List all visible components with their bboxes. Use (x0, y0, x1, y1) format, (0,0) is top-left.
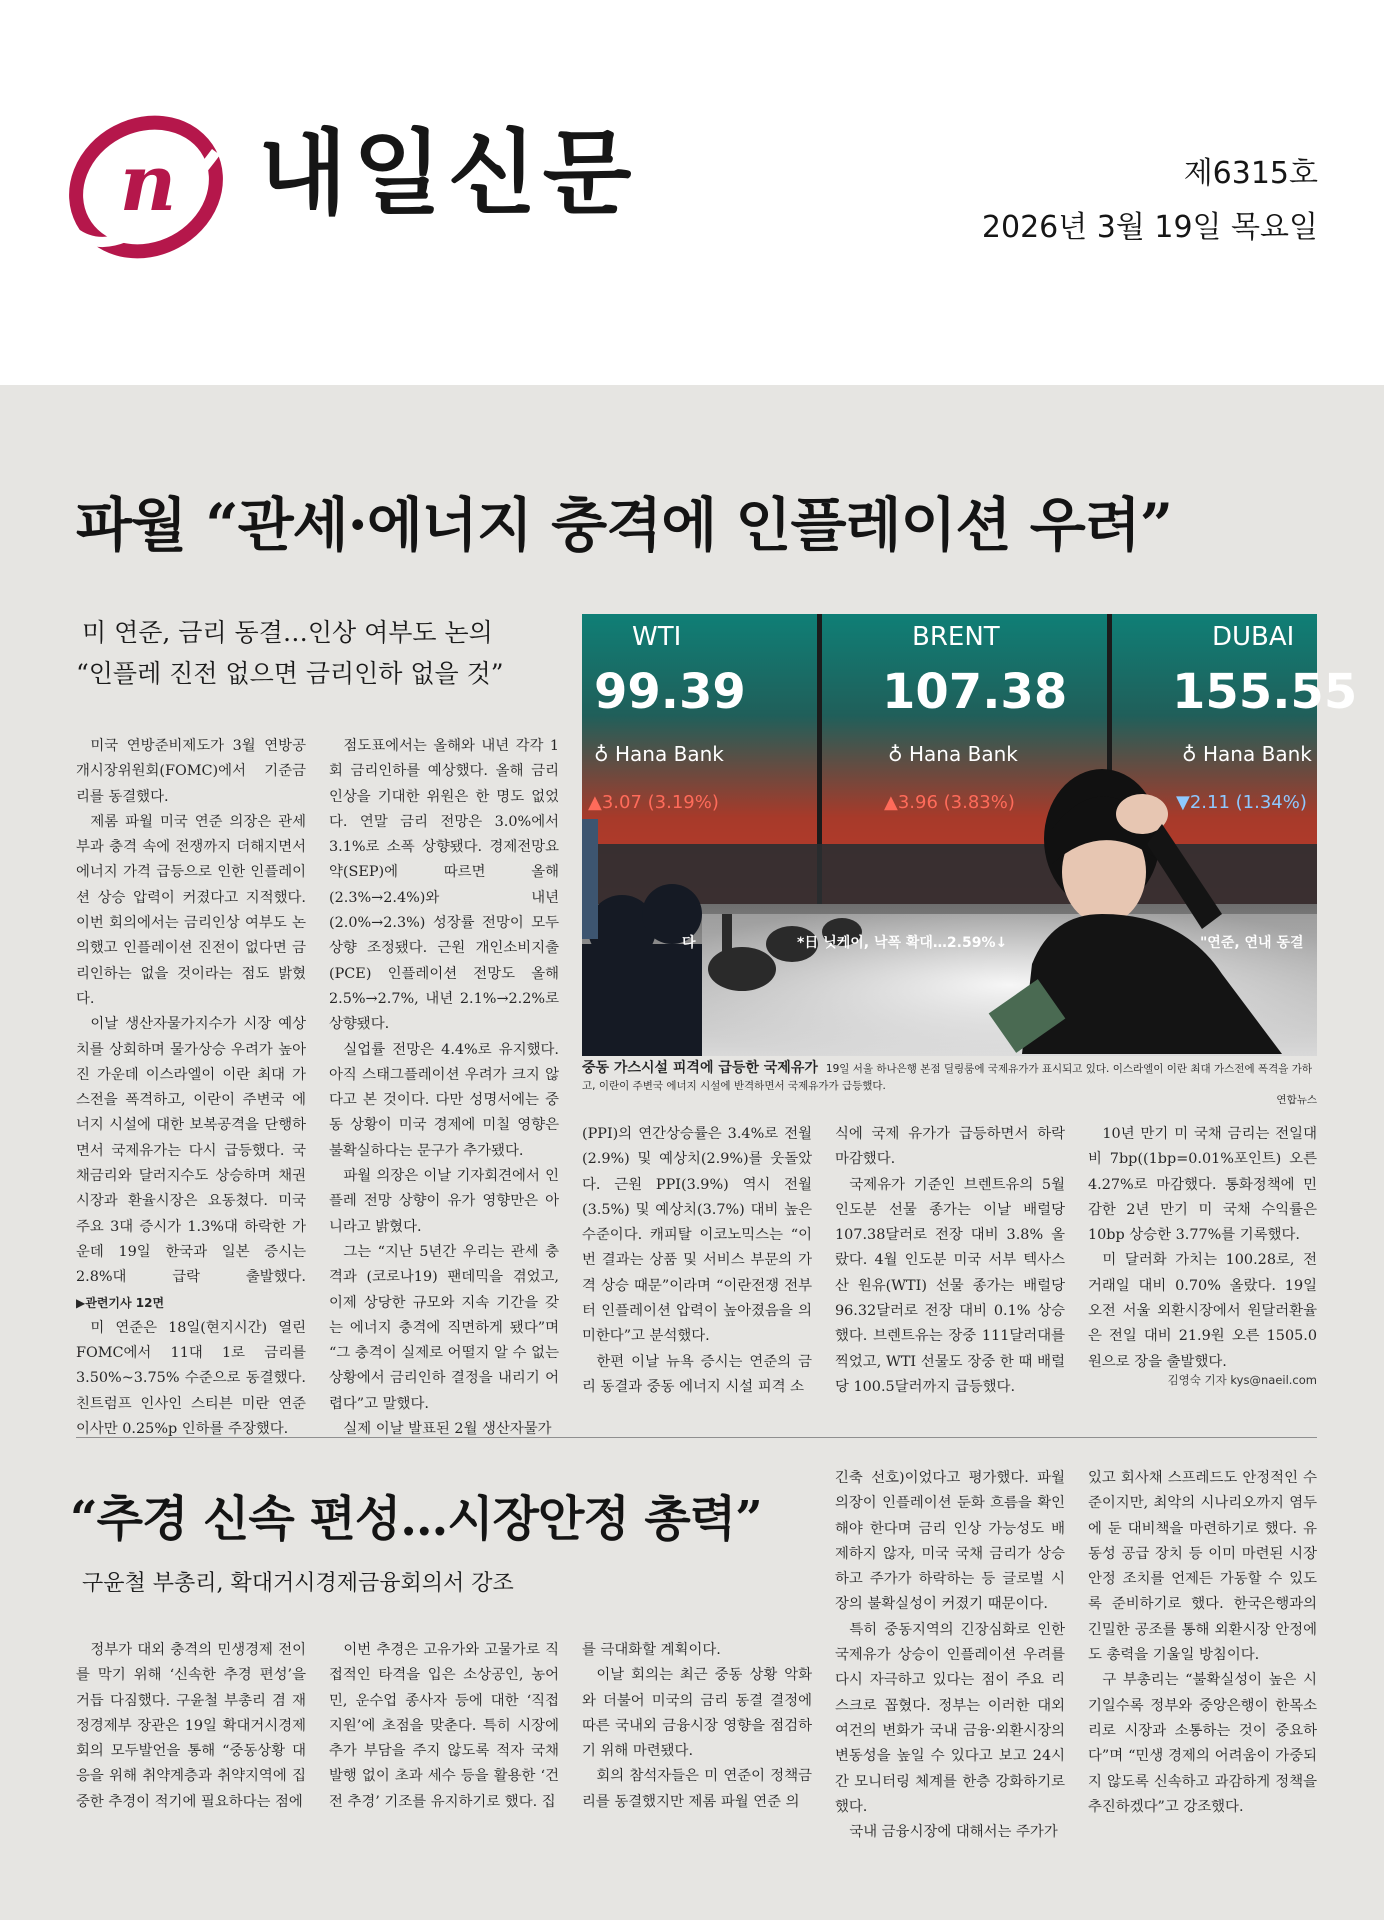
board-wti-bank (594, 742, 724, 766)
paragraph: 식에 국제 유가가 급등하면서 하락 마감했다. (835, 1126, 1065, 1168)
lead-column-3 (582, 1122, 812, 1400)
board-brent-change: ▲3.96 (3.83%) (884, 792, 1015, 813)
board-dubai-name: DUBAI (1212, 622, 1295, 652)
naeil-logo-icon (66, 112, 231, 262)
paragraph: 이번 추경은 고유가와 고물가로 직접적인 타격을 입은 소상공인, 농어민, 운수업 종사자 등에 대한 ‘직접 지원’에 초점을 맞춘다. 특히 시장에 추가 부담을 주지 않도록 적자 국채 발행 없이 초과 세수 등을 활용한 ‘건전 추경’ 기조를 유지하기로 했다. 집 (329, 1642, 559, 1810)
board-dubai-price: 155.55 (1172, 664, 1358, 720)
paragraph: 이날 회의는 최근 중동 상황 악화와 더불어 미국의 금리 동결 결정에 따른 국내외 금융시장 영향을 점검하기 위해 마련됐다. (582, 1667, 812, 1760)
paragraph: 점도표에서는 올해와 내년 각각 1회 금리인하를 예상했다. 올해 금리인상을 기대한 위원은 한 명도 없었다. 연말 금리 전망은 3.0%에서 3.1%로 소폭 상향됐다. 경제전망요약(SEP)에 따르면 올해(2.3%→2.4%)와 내년(2.0%→2.3%) 성장률 전망이 모두 상향 조정됐다. 근원 개인소비지출(PCE) 인플레이션 전망도 올해 2.5%→2.7%, 내년 2.1%→2.2%로 상향됐다. (329, 738, 559, 1033)
paragraph: 실제 이날 발표된 2월 생산자물가 (343, 1421, 552, 1438)
caption-text: 19일 서울 하나은행 본점 딜링룸에 국제유가가 표시되고 있다. 이스라엘이 이란 최대 가스전에 폭격을 가하고, 이란이 주변국 에너지 시설에 반격하면서 국제유가가 급등했다. (582, 1063, 1312, 1092)
second-headline: “추경 신속 편성…시장안정 총력” (70, 1491, 762, 1547)
issue-date: 2026년 3월 19일 목요일 (981, 210, 1318, 245)
paragraph: 그는 “지난 5년간 우리는 관세 충격과 (코로나19) 팬데믹을 겪었고, 이제 상당한 규모와 지속 기간을 갖는 에너지 충격에 직면하게 됐다”며 “그 충격이 실제로 어떨지 알 수 없는 상황에서 금리인하 결정을 내리기 어렵다”고 말했다. (329, 1243, 559, 1412)
lead-headline: 파월 “관세·에너지 충격에 인플레이션 우려” (76, 491, 1173, 559)
second-column-5 (1088, 1466, 1317, 1820)
bank-label: Hana Bank (1203, 742, 1312, 766)
newspaper-name: 내일신문 (258, 120, 638, 227)
paragraph (76, 1012, 306, 1316)
paragraph: 미 달러화 가치는 100.28로, 전 거래일 대비 0.70% 올랐다. 19일 오전 서울 외환시장에서 원달러환율은 전일 대비 21.9원 오른 1505.0원으로 장을 출발했다. (1088, 1252, 1317, 1370)
photo-credit: 연합뉴스 (1276, 1094, 1317, 1106)
paragraph: 실업률 전망은 4.4%로 유지했다. 아직 스태그플레이션 우려가 크지 않다고 본 것이다. 다만 성명서에는 중동 상황이 미국 경제에 미칠 영향은 불확실하다는 문구가 추가됐다. (329, 1041, 559, 1159)
paragraph: 국제유가 기준인 브렌트유의 5월 인도분 선물 종가는 이날 배럴당 107.38달러로 전장 대비 3.8% 올랐다. 4월 인도분 미국 서부 텍사스산 원유(WTI) 선물 종가는 배럴당 96.32달러로 전장 대비 0.1% 상승했다. 브렌트유는 장중 111달러대를 찍었고, WTI 선물도 장중 한 때 배럴당 100.5달러까지 급등했다. (835, 1176, 1065, 1395)
related-article-link[interactable]: ▶관련기사 12면 (76, 1295, 165, 1310)
paragraph: 긴축 선호)이었다고 평가했다. 파월 의장이 인플레이션 둔화 흐름을 확인해야 한다며 금리 인상 가능성도 배제하지 않자, 미국 국채 금리가 상승하고 주가가 하락하는 등 글로벌 시장의 불확실성이 커졌기 때문이다. (835, 1470, 1065, 1613)
lead-deck-line: 미 연준, 금리 동결…인상 여부도 논의 (82, 618, 493, 647)
bank-label: Hana Bank (909, 742, 1018, 766)
paragraph: 구 부총리는 “불확실성이 높은 시기일수록 정부와 중앙은행이 한목소리로 시장과 소통하는 것이 중요하다”며 “민생 경제의 어려움이 가중되지 않도록 신속하고 과감하게 정책을 추진하겠다”고 강조했다. (1088, 1672, 1317, 1815)
lead-column-4 (835, 1122, 1065, 1400)
paragraph: 특히 중동지역의 긴장심화로 인한 국제유가 상승이 인플레이션 우려를 다시 자극하고 있다는 점이 주요 리스크로 꼽혔다. 정부는 이러한 대외 여건의 변화가 국내 금융·외환시장의 변동성을 높일 수 있다고 보고 24시간 모니터링 체계를 한층 강화하기로 했다. (835, 1621, 1065, 1815)
paragraph: 정부가 대외 충격의 민생경제 전이를 막기 위해 ‘신속한 추경 편성’을 거듭 다짐했다. 구윤철 부총리 겸 재정경제부 장관은 19일 확대거시경제회의 모두발언을 통해 “중동상황 대응을 위해 취약계층과 취약지역에 집중한 추경이 적기에 필요하다는 점에 (76, 1642, 306, 1810)
hana-bank-icon: ♁ (1182, 742, 1204, 766)
board-ticker: 다 (682, 935, 696, 951)
paragraph: (PPI)의 연간상승률은 3.4%로 전월(2.9%) 및 예상치(2.9%)를 웃돌았다. 근원 PPI(3.9%) 역시 전월(3.5%) 및 예상치(3.7%) 대비 높은 수준이다. 캐피탈 이코노믹스는 “이번 결과는 상품 및 서비스 부문의 가격 상승 때문”이라며 “이란전쟁 전부터 인플레이션 압력이 높아졌음을 의미한다”고 분석했다. (582, 1126, 812, 1345)
paragraph: 미국 연방준비제도가 3월 연방공개시장위원회(FOMC)에서 기준금리를 동결했다. (76, 738, 306, 805)
paragraph-text: 이날 생산자물가지수가 시장 예상치를 상회하며 물가상승 우려가 높아진 가운데 이스라엘이 이란 최대 가스전을 폭격하고, 이란이 주변국 에너지 시설에 대한 보복공격을 단행하면서 국제유가는 다시 급등했다. 국채금리와 달러지수도 상승하며 채권시장과 환율시장은 요동쳤다. 미국 주요 3대 증시가 1.3%대 하락한 가운데 19일 한국과 일본 증시는 2.8%대 급락 출발했다. (76, 1016, 306, 1286)
second-subheadline: 구윤철 부총리, 확대거시경제금융회의서 강조 (82, 1571, 514, 1596)
paragraph: 회의 참석자들은 미 연준이 정책금리를 동결했지만 제롬 파월 연준 의 (582, 1768, 812, 1810)
board-dubai-bank (1182, 742, 1312, 766)
second-column-1 (76, 1638, 306, 1815)
dealing-room-photo (582, 614, 1358, 1056)
board-ticker: *日 닛케이, 낙폭 확대…2.59%↓ (797, 935, 1008, 951)
reporter-byline: 김영숙 기자 kys@naeil.com (1167, 1373, 1317, 1387)
board-wti-price: 99.39 (594, 664, 746, 720)
photo-caption (582, 1060, 1317, 1095)
svg-text:n: n (119, 138, 177, 229)
second-column-3 (582, 1638, 812, 1815)
issue-number: 제6315호 (1183, 156, 1318, 191)
lead-deck-line: “인플레 진전 없으면 금리인하 없을 것” (76, 659, 504, 688)
paragraph: 국내 금융시장에 대해서는 주가가 (849, 1824, 1058, 1841)
lead-column-5 (1088, 1122, 1317, 1375)
caption-title: 중동 가스시설 피격에 급등한 국제유가 (582, 1060, 818, 1076)
board-wti-name: WTI (632, 622, 682, 652)
board-brent-name: BRENT (912, 622, 1000, 652)
paragraph: 미 연준은 18일(현지시간) 열린 FOMC에서 11대 1로 금리를 3.50%~3.75% 수준으로 동결했다. 친트럼프 인사인 스티븐 미란 연준 이사만 0.25%p 인하를 주장했다. (76, 1319, 306, 1438)
masthead (0, 0, 1384, 385)
board-wti-change: ▲3.07 (3.19%) (588, 792, 719, 813)
lead-column-1 (76, 734, 306, 1442)
hana-bank-icon: ♁ (594, 742, 616, 766)
paragraph: 제롬 파월 미국 연준 의장은 관세부과 충격 속에 전쟁까지 더해지면서 에너지 가격 급등으로 인한 인플레이션 상승 압력이 커졌다고 지적했다. 이번 회의에서는 금리인상 여부도 논의했고 인플레이션 진전이 없다면 금리인하는 없을 것이라는 점도 밝혔다. (76, 813, 306, 1007)
paragraph: 파월 의장은 이날 기자회견에서 인플레 전망 상향이 유가 영향만은 아니라고 밝혔다. (329, 1168, 559, 1235)
hana-bank-icon: ♁ (888, 742, 910, 766)
section-divider (76, 1437, 1317, 1438)
paragraph: 한편 이날 뉴욕 증시는 연준의 금리 동결과 중동 에너지 시설 피격 소 (582, 1353, 812, 1395)
bank-label: Hana Bank (615, 742, 724, 766)
lead-column-2 (329, 734, 559, 1442)
board-ticker: "연준, 연내 동결 (1200, 935, 1304, 951)
paragraph: 를 극대화할 계획이다. (582, 1642, 721, 1658)
paragraph: 10년 만기 미 국채 금리는 전일대비 7bp((1bp=0.01%포인트) 오른 4.27%로 마감했다. 통화정책에 민감한 2년 만기 미 국채 수익률은 10bp 상승한 3.77%를 기록했다. (1088, 1126, 1317, 1244)
paragraph: 있고 회사채 스프레드도 안정적인 수준이지만, 최악의 시나리오까지 염두에 둔 대비책을 마련하기로 했다. 유동성 공급 장치 등 이미 마련된 시장 안정 조치를 언제든 가동할 수 있도록 준비하기로 했다. 한국은행과의 긴밀한 공조를 통해 외환시장 안정에도 총력을 기울일 방침이다. (1088, 1470, 1317, 1664)
board-brent-price: 107.38 (882, 664, 1068, 720)
board-brent-bank (888, 742, 1018, 766)
second-column-4 (835, 1466, 1065, 1845)
second-column-2 (329, 1638, 559, 1815)
lead-subheadline (76, 612, 556, 694)
board-dubai-change: ▼2.11 (1.34%) (1176, 792, 1307, 813)
